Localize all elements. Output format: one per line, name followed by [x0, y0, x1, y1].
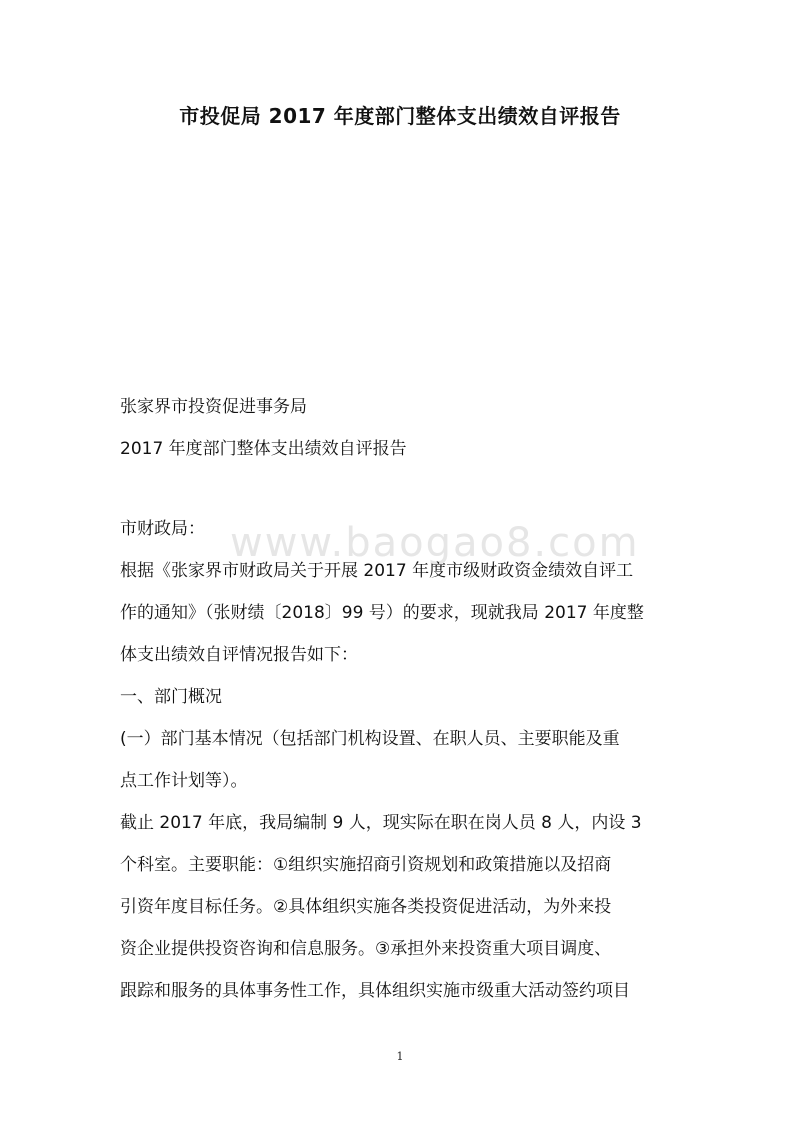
body-line: 根据《张家界市财政局关于开展 2017 年度市级财政资金绩效自评工: [120, 561, 634, 581]
document-title: 市投促局 2017 年度部门整体支出绩效自评报告: [179, 104, 621, 128]
body-line: 个科室。主要职能：①组织实施招商引资规划和政策措施以及招商: [120, 855, 612, 875]
body-line: 体支出绩效自评情况报告如下：: [120, 645, 358, 665]
body-line: 截止 2017 年底，我局编制 9 人，现实际在职在岗人员 8 人，内设 3: [120, 813, 642, 833]
header-line: 2017 年度部门整体支出绩效自评报告: [120, 439, 407, 459]
body-line: (一）部门基本情况（包括部门机构设置、在职人员、主要职能及重: [120, 729, 620, 749]
header-block: [120, 386, 690, 470]
body-line: 引资年度目标任务。②具体组织实施各类投资促进活动，为外来投: [120, 897, 612, 917]
body-line: 作的通知》（张财绩〔2018〕99 号）的要求，现就我局 2017 年度整: [120, 603, 644, 623]
body-line: 市财政局：: [120, 519, 205, 539]
body-line: 点工作计划等）。: [120, 771, 248, 791]
body-text: [120, 508, 690, 1012]
body-line: 一、部门概况: [120, 687, 222, 707]
page-number: 1: [396, 1050, 404, 1063]
body-line: 资企业提供投资咨询和信息服务。③承担外来投资重大项目调度、: [120, 939, 612, 959]
watermark: www.baogao8.com: [230, 520, 640, 566]
header-line: 张家界市投资促进事务局: [120, 397, 307, 417]
body-line: 跟踪和服务的具体事务性工作，具体组织实施市级重大活动签约项目: [120, 981, 630, 1001]
